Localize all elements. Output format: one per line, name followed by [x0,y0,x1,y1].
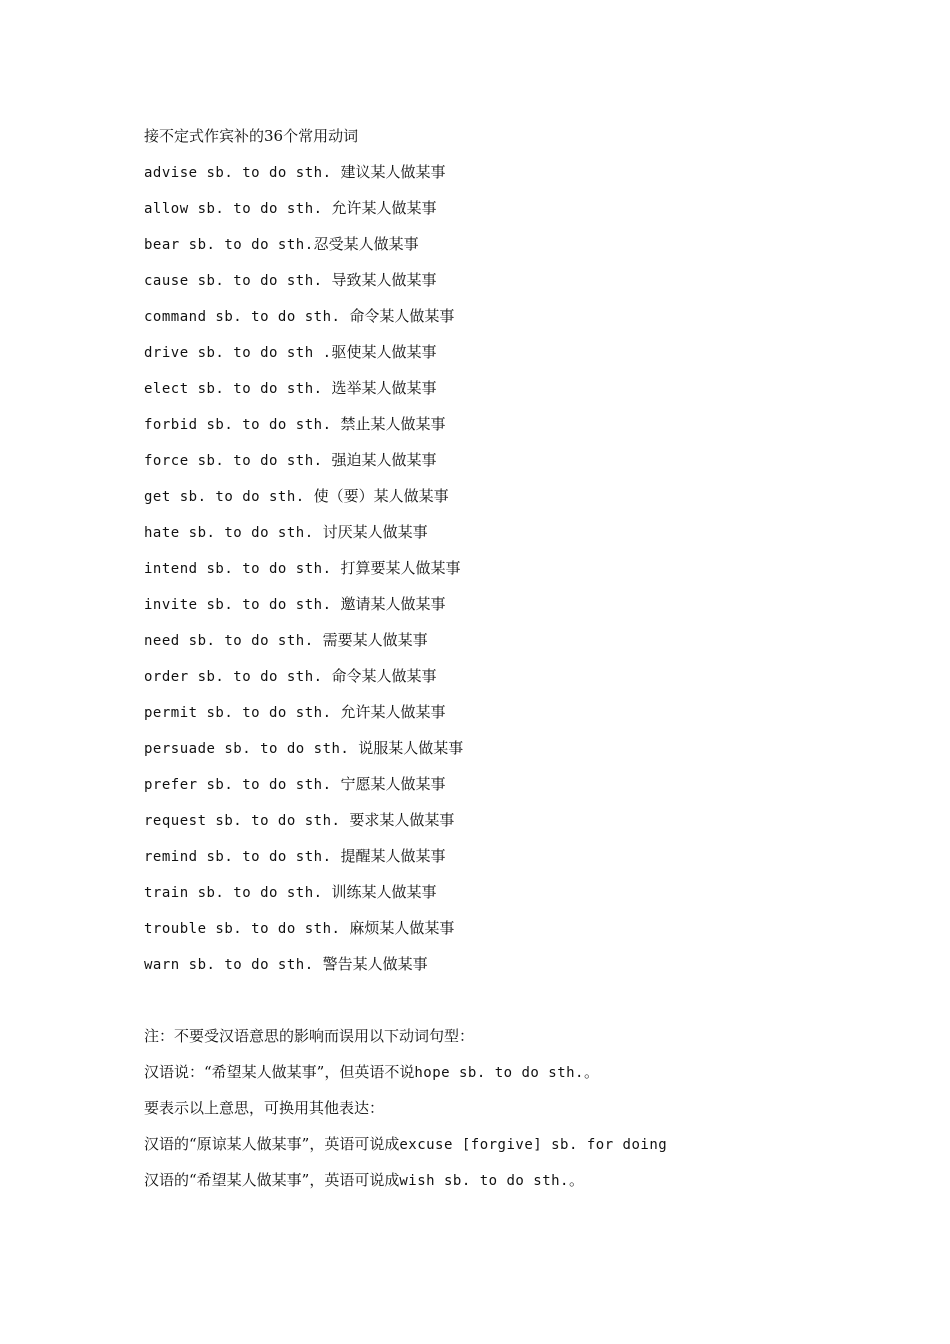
note-line-hope [144,1060,904,1096]
verb-entry [144,484,904,520]
verb-chinese: 宁愿某人做某事 [340,775,446,793]
verb-chinese: 命令某人做某事 [331,667,437,685]
verb-entry [144,232,904,268]
verb-chinese: 打算要某人做某事 [340,559,461,577]
verb-english: drive sb. to do sth . [144,345,332,361]
verb-entry [144,412,904,448]
note-line-forgive-en: excuse [forgive] sb. for doing [399,1137,668,1153]
verb-chinese: 要求某人做某事 [349,811,455,829]
verb-chinese: 说服某人做某事 [358,739,464,757]
note-alternative-intro: 要表示以上意思，可换用其他表达： [144,1099,385,1117]
verb-entry [144,772,904,808]
note-line-forgive-zh: 汉语的“原谅某人做某事”，英语可说成 [144,1135,400,1153]
verb-chinese: 驱使某人做某事 [331,343,437,361]
verb-english: remind sb. to do sth. [144,849,341,865]
verb-entry [144,340,904,376]
verb-english: invite sb. to do sth. [144,597,341,613]
verb-entry [144,808,904,844]
verb-english: force sb. to do sth. [144,453,332,469]
verb-english: prefer sb. to do sth. [144,777,341,793]
verb-entry [144,736,904,772]
note-line-forgive [144,1132,904,1168]
verb-english: cause sb. to do sth. [144,273,332,289]
verb-chinese: 警告某人做某事 [322,955,428,973]
verb-english: forbid sb. to do sth. [144,417,341,433]
spacer [144,988,904,1024]
verb-entry [144,448,904,484]
verb-chinese: 邀请某人做某事 [340,595,446,613]
verb-entry [144,664,904,700]
note-line-wish-end: 。 [569,1171,585,1189]
verb-entry [144,628,904,664]
verb-entry [144,376,904,412]
verb-entry [144,196,904,232]
verb-chinese: 建议某人做某事 [340,163,446,181]
verb-english: need sb. to do sth. [144,633,323,649]
verb-chinese: 禁止某人做某事 [340,415,446,433]
verb-list [144,160,904,988]
verb-entry [144,700,904,736]
verb-entry [144,592,904,628]
note-line-wish-en: wish sb. to do sth. [399,1173,569,1189]
verb-chinese: 允许某人做某事 [331,199,437,217]
verb-chinese: 选举某人做某事 [331,379,437,397]
verb-entry [144,556,904,592]
verb-entry [144,880,904,916]
verb-english: warn sb. to do sth. [144,957,323,973]
verb-english: order sb. to do sth. [144,669,332,685]
verb-entry [144,304,904,340]
verb-english: train sb. to do sth. [144,885,332,901]
note-line-hope-zh: 汉语说：“希望某人做某事”，但英语不说 [144,1063,415,1081]
verb-chinese: 需要某人做某事 [322,631,428,649]
document-content [144,124,904,1204]
verb-chinese: 导致某人做某事 [331,271,437,289]
verb-english: bear sb. to do sth. [144,237,314,253]
verb-chinese: 忍受某人做某事 [313,235,419,253]
verb-entry [144,268,904,304]
verb-entry [144,952,904,988]
verb-chinese: 讨厌某人做某事 [322,523,428,541]
note-heading: 注：不要受汉语意思的影响而误用以下动词句型： [144,1027,475,1045]
verb-chinese: 麻烦某人做某事 [349,919,455,937]
verb-chinese: 提醒某人做某事 [340,847,446,865]
verb-chinese: 使（要）某人做某事 [313,487,449,505]
verb-entry [144,844,904,880]
verb-english: allow sb. to do sth. [144,201,332,217]
verb-english: persuade sb. to do sth. [144,741,359,757]
verb-entry [144,160,904,196]
verb-english: advise sb. to do sth. [144,165,341,181]
page-title: 接不定式作宾补的36个常用动词 [144,127,359,145]
verb-english: intend sb. to do sth. [144,561,341,577]
verb-chinese: 训练某人做某事 [331,883,437,901]
note-line-hope-end: 。 [584,1063,600,1081]
note-line-wish-zh: 汉语的“希望某人做某事”，英语可说成 [144,1171,400,1189]
verb-chinese: 允许某人做某事 [340,703,446,721]
verb-english: permit sb. to do sth. [144,705,341,721]
verb-entry [144,916,904,952]
verb-entry [144,520,904,556]
verb-chinese: 强迫某人做某事 [331,451,437,469]
verb-english: trouble sb. to do sth. [144,921,350,937]
note-line-wish [144,1168,904,1204]
note-line-hope-en: hope sb. to do sth. [414,1065,584,1081]
verb-english: get sb. to do sth. [144,489,314,505]
verb-english: command sb. to do sth. [144,309,350,325]
verb-english: hate sb. to do sth. [144,525,323,541]
verb-chinese: 命令某人做某事 [349,307,455,325]
verb-english: request sb. to do sth. [144,813,350,829]
verb-english: elect sb. to do sth. [144,381,332,397]
